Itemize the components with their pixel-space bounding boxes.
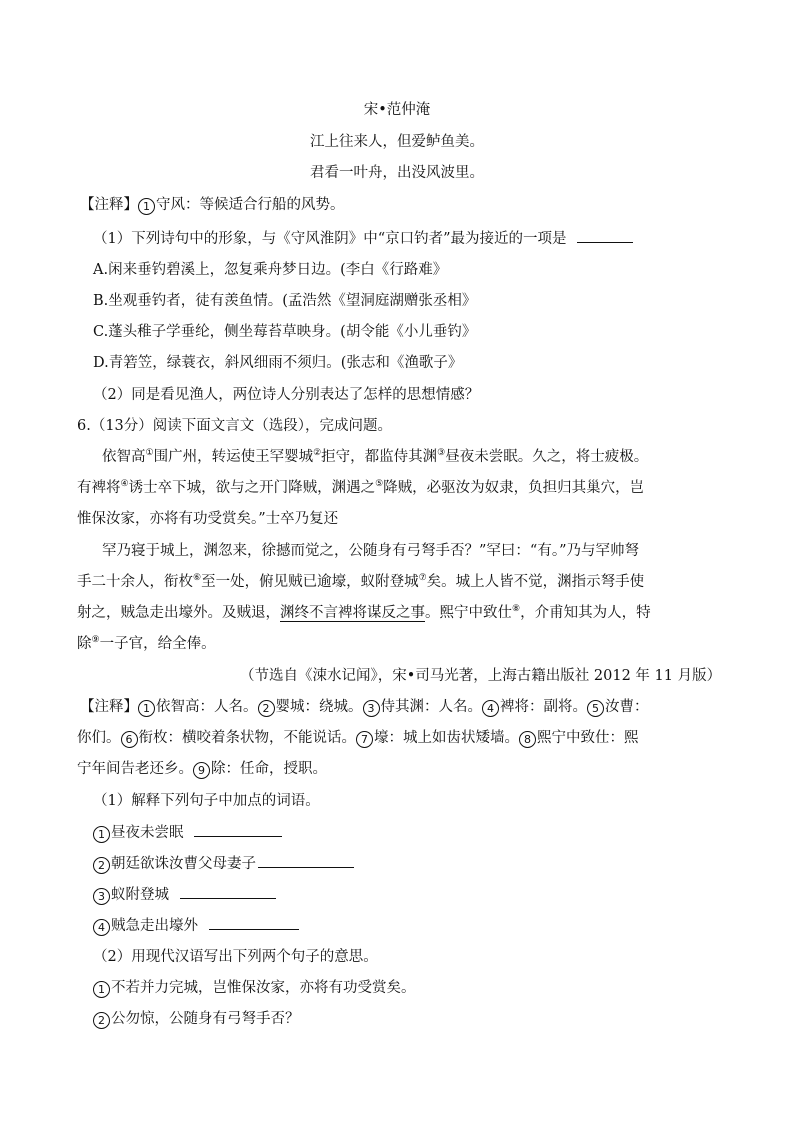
item-marker-1: 1 xyxy=(93,826,110,843)
sentence-text-1: 不若并力完城，岂惟保汝家，亦将有功受赏矣。 xyxy=(111,980,416,996)
poem-line-1: 江上往来人，但爱鲈鱼美。 xyxy=(310,134,484,150)
sentence-marker-2: 2 xyxy=(93,1012,110,1029)
sentence-marker-1: 1 xyxy=(93,981,110,998)
q6-p1-line3: 惟保汝家，亦将有功受赏矣。”士卒乃复还 xyxy=(77,511,339,527)
q6-p2-t2: 手二十余人，衔枚 xyxy=(77,574,193,590)
note-text: 守风：等候适合行船的风势。 xyxy=(156,197,345,213)
item-text-3: 蚁附登城 xyxy=(111,887,169,903)
q6-p2-t4: 矣。城上人皆不觉，渊指示弩手使 xyxy=(426,574,645,590)
q6-p1-t7: 降贼，必驱汝为奴隶，负担归其巢穴，岂 xyxy=(383,480,645,496)
footnote-8: ⑧ xyxy=(512,604,521,615)
item-marker-4: 4 xyxy=(93,919,110,936)
notes-label: 【注释】 xyxy=(80,699,138,715)
footnote-9: ⑨ xyxy=(91,635,100,646)
answer-blank-2[interactable] xyxy=(258,853,354,868)
note-6: 衔枚：横咬着条状物，不能说话。 xyxy=(138,730,356,746)
q6-p1-t3: 拒守，都监侍其渊 xyxy=(321,449,438,465)
poem-note xyxy=(80,195,345,215)
note-3: 侍其渊：人名。 xyxy=(380,699,482,715)
poem-line-2: 君看一叶舟，出没风波里。 xyxy=(310,165,484,181)
q6-sub1: （1）解释下列句子中加点的词语。 xyxy=(93,793,320,809)
q6-item-3 xyxy=(93,884,276,905)
answer-blank-4[interactable] xyxy=(209,915,299,930)
note-marker-5: 5 xyxy=(587,700,604,717)
item-text-1: 昼夜未尝眠 xyxy=(111,825,184,841)
q6-sentence-1 xyxy=(93,978,416,998)
q5-option-d: D.青箬笠，绿蓑衣，斜风细雨不须归。(张志和《渔歌子》 xyxy=(93,355,463,371)
footnote-4: ④ xyxy=(120,479,129,490)
note-marker-4: 4 xyxy=(482,700,499,717)
note-5: 汝曹： xyxy=(605,699,649,715)
note-marker-2: 2 xyxy=(258,700,275,717)
q6-header: 6.（13分）阅读下面文言文（选段），完成问题。 xyxy=(77,418,393,434)
q6-p1-line1 xyxy=(102,447,648,467)
footnote-5: ⑤ xyxy=(375,479,384,490)
item-text-2: 朝廷欲诛汝曹父母妻子 xyxy=(111,856,256,872)
q6-p1-t4: 昼夜未尝眠。久之，将士疲极。 xyxy=(445,449,649,465)
q5-sub1 xyxy=(93,228,633,249)
q6-item-2 xyxy=(93,853,354,874)
footnote-2: ② xyxy=(313,448,322,459)
item-marker-3: 3 xyxy=(93,888,110,905)
note-8-cont: 宁年间告老还乡。 xyxy=(77,761,193,777)
footnote-6: ⑥ xyxy=(193,573,202,584)
q6-p2-t5: 射之，贼急走出壕外。及贼退， xyxy=(77,605,280,621)
q6-p2-line3 xyxy=(77,603,651,623)
note-marker-9: 9 xyxy=(193,762,210,779)
q5-option-a: A.闲来垂钓碧溪上，忽复乘舟梦日边。(李白《行路难》 xyxy=(93,262,448,278)
q5-sub1-text: （1）下列诗句中的形象，与《守风淮阴》中“京口钓者”最为接近的一项是 xyxy=(93,231,567,247)
note-5-cont: 你们。 xyxy=(77,730,121,746)
q5-option-b: B.坐观垂钓者，徒有羡鱼情。(孟浩然《望洞庭湖赠张丞相》 xyxy=(93,293,477,309)
q6-item-4 xyxy=(93,915,299,936)
note-marker-1: 1 xyxy=(138,700,155,717)
note-1: 依智高：人名。 xyxy=(156,699,258,715)
q6-p2-t8: ，介甫知其为人，特 xyxy=(520,605,651,621)
q6-p2-line1: 罕乃寝于城上，渊忽来，徐撼而觉之，公随身有弓弩手否？”罕曰：“有。”乃与罕帅弩 xyxy=(102,543,639,559)
q6-p2-t7: 。熙宁中致仕 xyxy=(425,605,512,621)
q6-p2-line4 xyxy=(77,634,216,654)
note-marker: 1 xyxy=(138,198,155,215)
q6-p1-t6: 诱士卒下城，欲与之开门降贼，渊遇之 xyxy=(128,480,376,496)
sentence-text-2: 公勿惊，公随身有弓弩手否？ xyxy=(111,1011,300,1027)
poem-author: 宋•范仲淹 xyxy=(363,102,431,118)
footnote-3: ③ xyxy=(437,448,446,459)
q6-source: （节选自《涑水记闻》，宋•司马光著，上海古籍出版社 2012 年 11 月版） xyxy=(240,668,722,684)
q6-p2-t3: 至一处，俯见贼已逾壕，蚁附登城 xyxy=(201,574,419,590)
note-7: 壕：城上如齿状矮墙。 xyxy=(374,730,519,746)
q6-p1-t1: 依智高 xyxy=(102,449,146,465)
q5-sub2: （2）同是看见渔人，两位诗人分别表达了怎样的思想情感？ xyxy=(93,387,480,403)
q5-option-c: C.蓬头稚子学垂纶，侧坐莓苔草映身。(胡令能《小儿垂钓》 xyxy=(93,324,477,340)
note-8: 熙宁中致仕：熙 xyxy=(537,730,639,746)
q6-notes-line3 xyxy=(77,759,327,779)
q6-sentence-2 xyxy=(93,1009,300,1029)
note-label: 【注释】 xyxy=(80,197,138,213)
note-2: 婴城：绕城。 xyxy=(275,699,363,715)
q6-p1-t2: 围广州，转运使王罕婴城 xyxy=(153,449,314,465)
note-4: 裨将：副将。 xyxy=(500,699,587,715)
footnote-7: ⑦ xyxy=(418,573,427,584)
note-marker-3: 3 xyxy=(363,700,380,717)
q6-p1-line2 xyxy=(77,478,644,498)
item-text-4: 贼急走出壕外 xyxy=(111,918,198,934)
q6-p2-t10: 一子官，给全俸。 xyxy=(99,636,216,652)
note-marker-6: 6 xyxy=(121,731,138,748)
note-9: 除：任命，授职。 xyxy=(211,761,327,777)
q5-answer-blank[interactable] xyxy=(577,228,633,243)
answer-blank-3[interactable] xyxy=(180,884,276,899)
answer-blank-1[interactable] xyxy=(194,822,282,837)
note-marker-7: 7 xyxy=(356,731,373,748)
q6-sub2: （2）用现代汉语写出下列两个句子的意思。 xyxy=(93,949,378,965)
q6-notes-line1 xyxy=(80,697,649,717)
q6-p1-t5: 有裨将 xyxy=(77,480,121,496)
q6-notes-line2 xyxy=(77,728,639,748)
item-marker-2: 2 xyxy=(93,857,110,874)
q6-p2-line2 xyxy=(77,572,644,592)
underlined-sentence: 渊终不言裨将谋反之事 xyxy=(280,605,425,621)
q6-item-1 xyxy=(93,822,282,843)
note-marker-8: 8 xyxy=(519,731,536,748)
footnote-1: ① xyxy=(145,448,154,459)
q6-p2-t9: 除 xyxy=(77,636,92,652)
